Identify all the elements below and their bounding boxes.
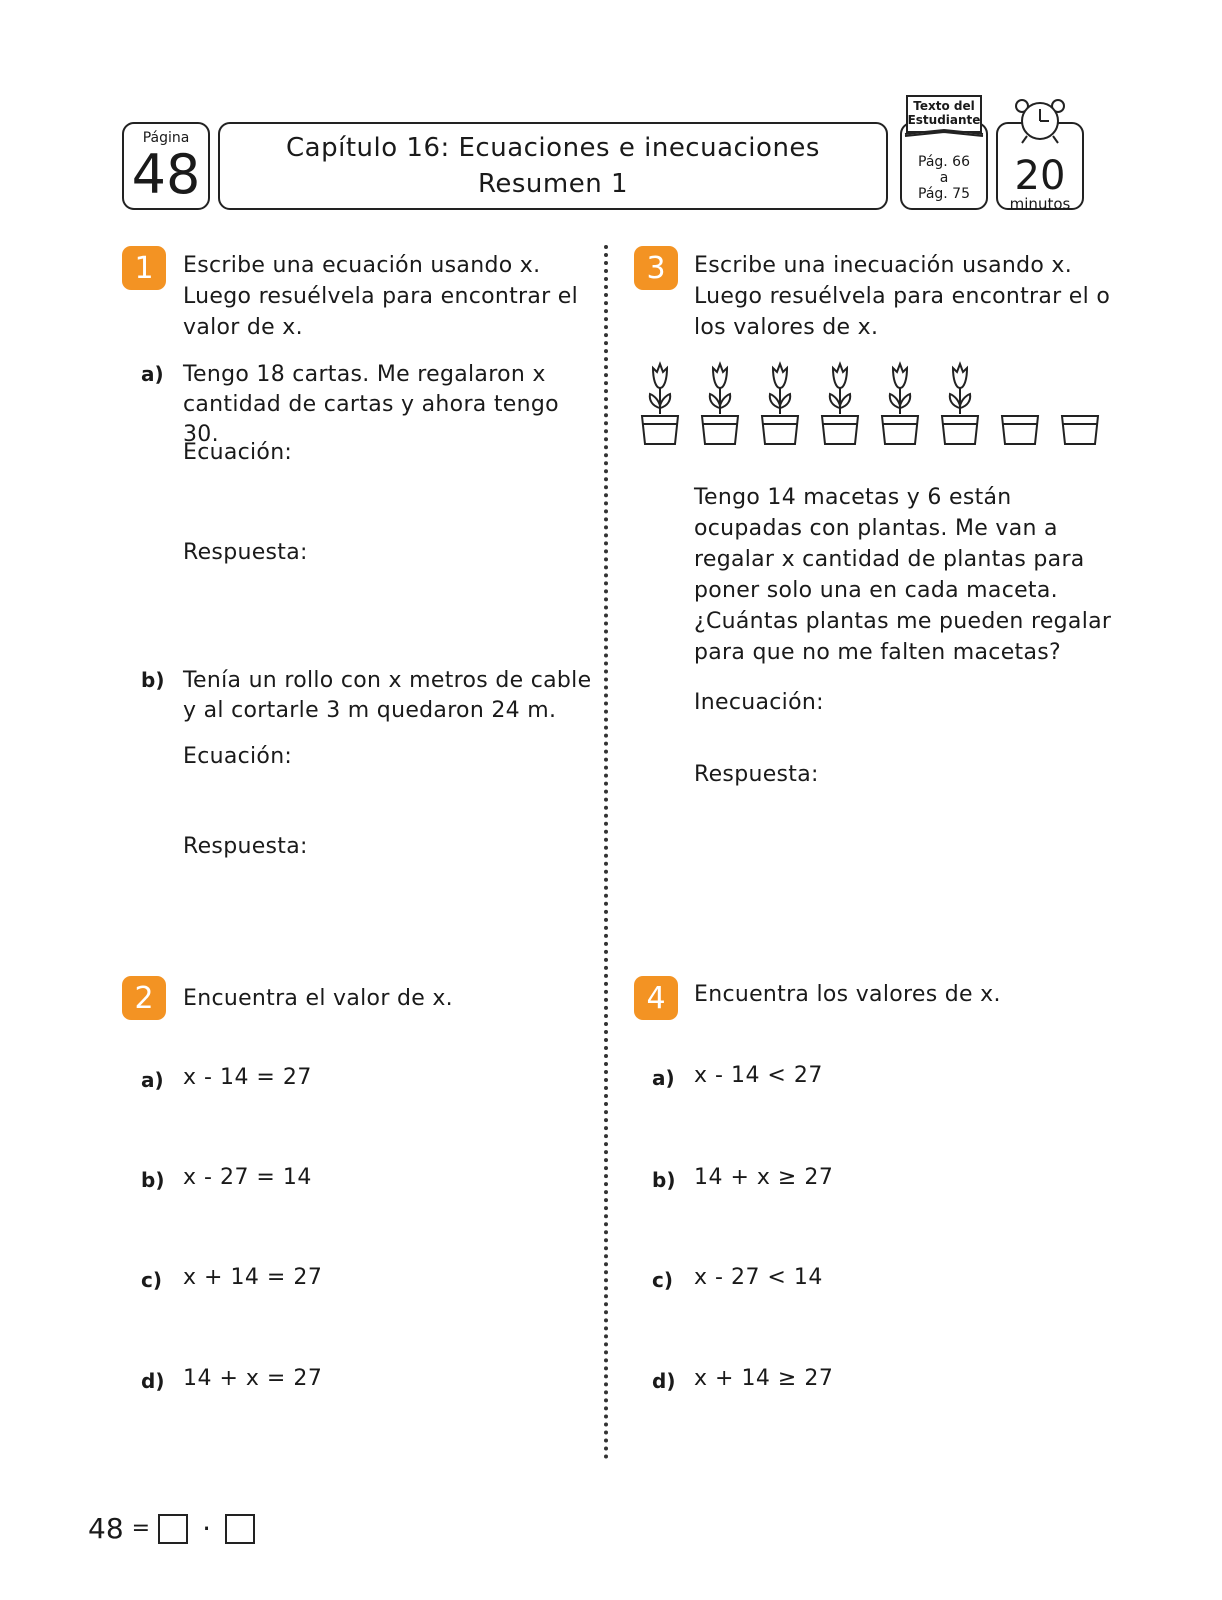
pot-with-plant-icon [822,364,858,444]
section-3-answer-label: Respuesta: [694,762,819,787]
instruction-line: Escribe una inecuación usando x. [694,253,1073,278]
book-icon [903,94,985,140]
item-2b-expression: x - 27 = 14 [183,1165,312,1190]
item-1a-equation-label: Ecuación: [183,440,293,465]
item-1b-label: b) [141,668,165,692]
item-2a-label: a) [141,1068,164,1092]
factor-box-2[interactable] [225,1514,255,1544]
instruction-line: Luego resuélvela para encontrar el [183,284,579,309]
item-2d-label: d) [141,1369,165,1393]
item-4a-expression: x - 14 < 27 [694,1063,823,1088]
item-2b-label: b) [141,1168,165,1192]
page-number-box [122,122,210,210]
book-label-1: Texto del [913,99,975,113]
column-divider [604,245,608,1460]
ref-mid: a [939,170,949,186]
factor-box-1[interactable] [158,1514,188,1544]
section-4-instruction: Encuentra los valores de x. [694,982,1001,1007]
alarm-clock-icon [1013,96,1067,146]
chapter-title: Capítulo 16: Ecuaciones e inecuaciones [286,133,820,163]
instruction-line: los valores de x. [694,315,879,340]
item-1b-equation-label: Ecuación: [183,744,293,769]
item-4b-expression: 14 + x ≥ 27 [694,1165,834,1190]
instruction-line: valor de x. [183,315,303,340]
item-4c-label: c) [652,1268,673,1292]
problem-line: ocupadas con plantas. Me van a [694,516,1058,541]
pot-with-plant-icon [882,364,918,444]
item-2d-expression: 14 + x = 27 [183,1366,323,1391]
pot-with-plant-icon [702,364,738,444]
ref-to: Pág. 75 [918,186,970,202]
problem-line: Tenía un rollo con x metros de cable [183,668,592,693]
footer-number: 48 [88,1512,124,1545]
pot-with-plant-icon [942,364,978,444]
empty-pot-icon [1062,416,1098,444]
time-unit: minutos [1009,195,1071,213]
section-3-inequation-label: Inecuación: [694,690,824,715]
problem-line: poner solo una en cada maceta. [694,578,1058,603]
section-1-instruction [183,250,583,343]
pot-with-plant-icon [642,364,678,444]
problem-line: ¿Cuántas plantas me pueden regalar [694,609,1112,634]
footer-equals: = [131,1516,151,1541]
item-1b-answer-label: Respuesta: [183,834,308,859]
item-2a-expression: x - 14 = 27 [183,1065,312,1090]
chapter-title-box [218,122,888,210]
section-3-problem [694,482,1114,668]
item-4d-expression: x + 14 ≥ 27 [694,1366,834,1391]
item-4d-label: d) [652,1369,676,1393]
page-label: Página [142,130,190,146]
flower-pots-illustration [640,360,1120,460]
time-value: 20 [1014,153,1066,199]
instruction-line: Escribe una ecuación usando x. [183,253,541,278]
problem-line: regalar x cantidad de plantas para [694,547,1085,572]
section-2-instruction: Encuentra el valor de x. [183,986,453,1011]
item-4c-expression: x - 27 < 14 [694,1265,823,1290]
chapter-subtitle: Resumen 1 [477,169,629,199]
item-2c-expression: x + 14 = 27 [183,1265,323,1290]
section-3-instruction [694,250,1114,343]
section-1-badge: 1 [122,246,166,290]
item-1a-label: a) [141,362,164,386]
item-2c-label: c) [141,1268,162,1292]
pot-with-plant-icon [762,364,798,444]
problem-line: Tengo 18 cartas. Me regalaron x [183,362,546,387]
item-1a-problem [183,360,593,450]
section-4-badge: 4 [634,976,678,1020]
problem-line: para que no me falten macetas? [694,640,1061,665]
item-4a-label: a) [652,1066,675,1090]
section-3-badge: 3 [634,246,678,290]
problem-line: Tengo 14 macetas y 6 están [694,485,1012,510]
section-2-badge: 2 [122,976,166,1020]
item-1b-problem [183,666,593,726]
instruction-line: Luego resuélvela para encontrar el o [694,284,1111,309]
empty-pot-icon [1002,416,1038,444]
page-number: 48 [131,143,201,206]
footer-decomposition [88,1512,255,1545]
item-4b-label: b) [652,1168,676,1192]
ref-from: Pág. 66 [918,154,970,170]
footer-dot: · [202,1512,211,1545]
problem-line: y al cortarle 3 m quedaron 24 m. [183,698,557,723]
item-1a-answer-label: Respuesta: [183,540,308,565]
book-label-2: Estudiante [907,113,981,127]
problem-line: cantidad de cartas y ahora tengo 30. [183,392,559,447]
